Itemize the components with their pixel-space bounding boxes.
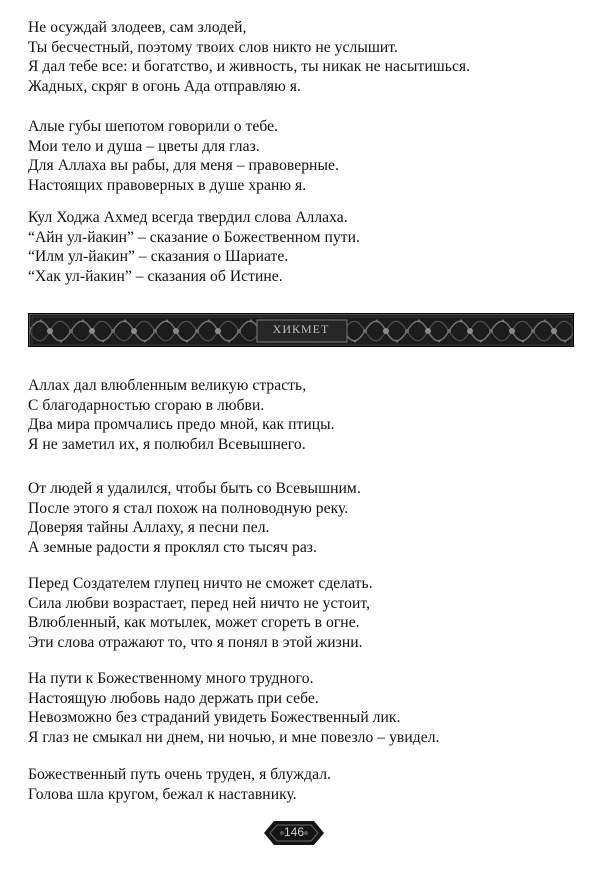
verse-line: Божественный путь очень труден, я блуждал. xyxy=(28,766,332,783)
stanza-8 xyxy=(28,765,588,804)
stanza-2 xyxy=(28,117,588,195)
verse-line: От людей я удалился, чтобы быть со Всевышним. xyxy=(28,480,361,497)
verse-line: “Хак ул-йакин” – сказания об Истине. xyxy=(28,267,283,285)
verse-line: Настоящих правоверных в душе храню я. xyxy=(28,176,307,194)
verse-line: А земные радости я проклял сто тысяч раз. xyxy=(28,538,317,556)
verse-line: Влюбленный, как мотылек, может сгореть в огне. xyxy=(28,614,360,632)
verse-line: Я глаз не смыкал ни днем, ни ночью, и мне повезло – увидел. xyxy=(28,728,440,746)
verse-line: Для Аллаха вы рабы, для меня – правоверные. xyxy=(28,157,339,175)
page-number-ornament xyxy=(262,818,326,848)
verse-line: “Айн ул-йакин” – сказание о Божественном пути. xyxy=(28,228,360,246)
banner-title: ХИКМЕТ xyxy=(272,322,330,336)
verse-line: Ты бесчестный, поэтому твоих слов никто не услышит. xyxy=(28,38,398,56)
verse-line: Жадных, скряг в огонь Ада отправляю я. xyxy=(28,77,301,95)
verse-line: “Илм ул-йакин” – сказания о Шариате. xyxy=(28,248,289,266)
verse-line: Эти слова отражают то, что я понял в этой жизни. xyxy=(28,633,363,651)
verse-line: Настоящую любовь надо держать при себе. xyxy=(28,689,319,707)
verse-line: Голова шла кругом, бежал к наставнику. xyxy=(28,785,297,803)
verse-line: Я дал тебе все: и богатство, и живность, ты никак не насытишься. xyxy=(28,58,471,76)
verse-line: Невозможно без страданий увидеть Божественный лик. xyxy=(28,709,401,727)
verse-line: Кул Ходжа Ахмед всегда твердил слова Аллаха. xyxy=(28,209,348,226)
verse-line: Я не заметил их, я полюбил Всевышнего. xyxy=(28,435,306,453)
stanza-6 xyxy=(28,574,588,652)
stanza-5 xyxy=(28,479,588,557)
ornamental-banner xyxy=(28,313,574,347)
verse-line: Не осуждай злодеев, сам злодей, xyxy=(28,19,247,36)
verse-line: Алые губы шепотом говорили о тебе. xyxy=(28,118,279,135)
verse-line: Мои тело и душа – цветы для глаз. xyxy=(28,137,260,155)
verse-line: С благодарностью сгораю в любви. xyxy=(28,396,265,414)
verse-line: После этого я стал похож на полноводную реку. xyxy=(28,499,349,517)
stanza-4 xyxy=(28,376,588,454)
verse-line: Перед Создателем глупец ничто не сможет сделать. xyxy=(28,575,373,592)
verse-line: Сила любви возрастает, перед ней ничто не устоит, xyxy=(28,594,371,612)
verse-line: Аллах дал влюбленным великую страсть, xyxy=(28,377,307,394)
stanza-7 xyxy=(28,669,588,747)
verse-line: На пути к Божественному много трудного. xyxy=(28,670,314,687)
verse-line: Два мира промчались предо мной, как птицы. xyxy=(28,416,335,434)
stanza-1 xyxy=(28,18,588,96)
page-number: 146 xyxy=(283,825,305,839)
stanza-3 xyxy=(28,208,588,286)
verse-line: Доверяя тайны Аллаху, я песни пел. xyxy=(28,519,270,537)
